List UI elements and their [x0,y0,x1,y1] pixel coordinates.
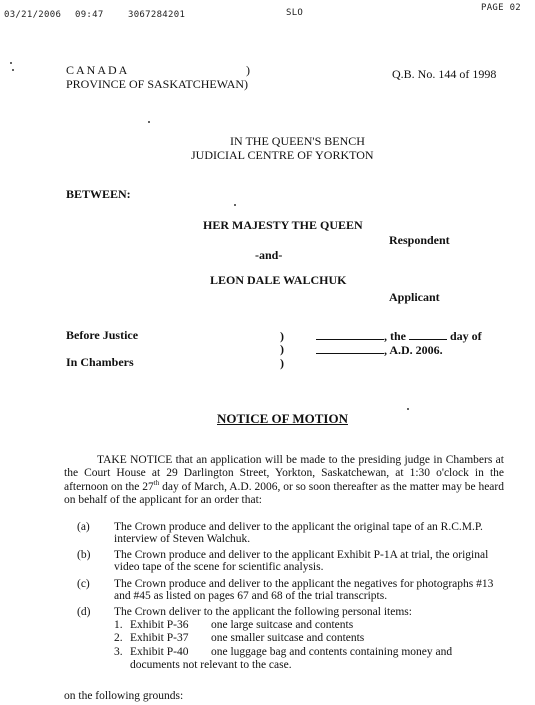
item-text-a: The Crown produce and deliver to the applicant the original tape of an R.C.M.P. interview of Steven Walchuk. [114,521,483,546]
style-paren: ) [246,63,250,77]
scan-speck [234,204,236,206]
item-text-c: The Crown produce and deliver to the applicant the negatives for photographs #13 and #45 as listed on pages 67 and 68 of the trial transcripts. [114,578,494,603]
hearing-year-line [316,343,443,358]
sub-item-1-exhibit: Exhibit P-36 [130,619,189,631]
court-file-number: Q.B. No. 144 of 1998 [392,67,497,81]
in-chambers-label: In Chambers [66,355,134,369]
sub-item-3-exhibit: Exhibit P-40 [130,646,189,658]
bracket-paren: ) [280,356,284,370]
sub-item-2-number: 2. [114,632,123,644]
hearing-day-line [316,329,482,344]
bracket-paren: ) [280,329,284,343]
ordinal-suffix: th [153,478,160,487]
paragraph-text-b: day of March, A.D. 2006, or so soon thereafter as the matter may be heard on behalf of the applicant for an order that: [64,480,504,506]
fax-page: PAGE 02 [481,3,522,13]
fax-number: 3067284201 [128,10,186,20]
sub-item-3-desc: one luggage bag and contents containing money and [211,646,453,658]
judicial-centre: JUDICIAL CENTRE OF YORKTON [191,148,374,162]
paragraph-text-a: TAKE NOTICE that an application will be made to the presiding judge in Chambers at the Court House at 29 Darlington Street, Yorkton, Saskatchewan, at 1:30 o'clock in the afternoon on the 27 [64,454,504,493]
item-letter-b: (b) [77,549,91,561]
item-text-d: The Crown deliver to the applicant the following personal items: [114,606,412,618]
sub-item-1-desc: one large suitcase and contents [211,619,354,631]
sub-item-3-number: 3. [114,646,123,658]
before-justice-label: Before Justice [66,328,139,342]
year-text: , A.D. 2006. [384,343,443,357]
respondent-role: Respondent [389,233,450,247]
item-letter-d: (d) [77,606,91,618]
party-applicant-name: LEON DALE WALCHUK [210,273,347,287]
day-the-text: , the [384,329,406,343]
sub-item-2-desc: one smaller suitcase and contents [211,632,365,644]
sub-item-2-exhibit: Exhibit P-37 [130,632,189,644]
blank-date [409,329,447,340]
party-respondent-name: HER MAJESTY THE QUEEN [203,218,363,232]
item-text-b: The Crown produce and deliver to the applicant Exhibit P-1A at trial, the original video tape of the scene for scientific analysis. [114,549,489,574]
fax-time: 09:47 [75,10,104,20]
fax-station: SLO [286,8,304,18]
blank-month [316,343,384,354]
fax-date: 03/21/2006 [4,10,62,20]
scan-speck [12,69,14,71]
notice-paragraph [64,454,504,507]
scan-speck [148,121,150,123]
applicant-role: Applicant [389,290,440,304]
sub-item-3-desc-cont: documents not relevant to the case. [130,659,292,671]
item-letter-a: (a) [77,521,90,533]
between-label: BETWEEN: [66,187,131,201]
scan-speck [10,62,12,64]
sub-item-1-number: 1. [114,619,123,631]
day-of-text: day of [450,329,482,343]
court-name: IN THE QUEEN'S BENCH [230,134,365,148]
and-separator: -and- [255,248,283,262]
province-label: PROVINCE OF SASKATCHEWAN) [66,77,249,91]
notice-title: NOTICE OF MOTION [217,411,348,426]
scan-speck [407,408,409,410]
grounds-heading: on the following grounds: [64,690,184,702]
item-letter-c: (c) [77,578,90,590]
blank-day [316,329,384,340]
bracket-paren: ) [280,342,284,356]
country-label: CANADA [66,63,130,77]
